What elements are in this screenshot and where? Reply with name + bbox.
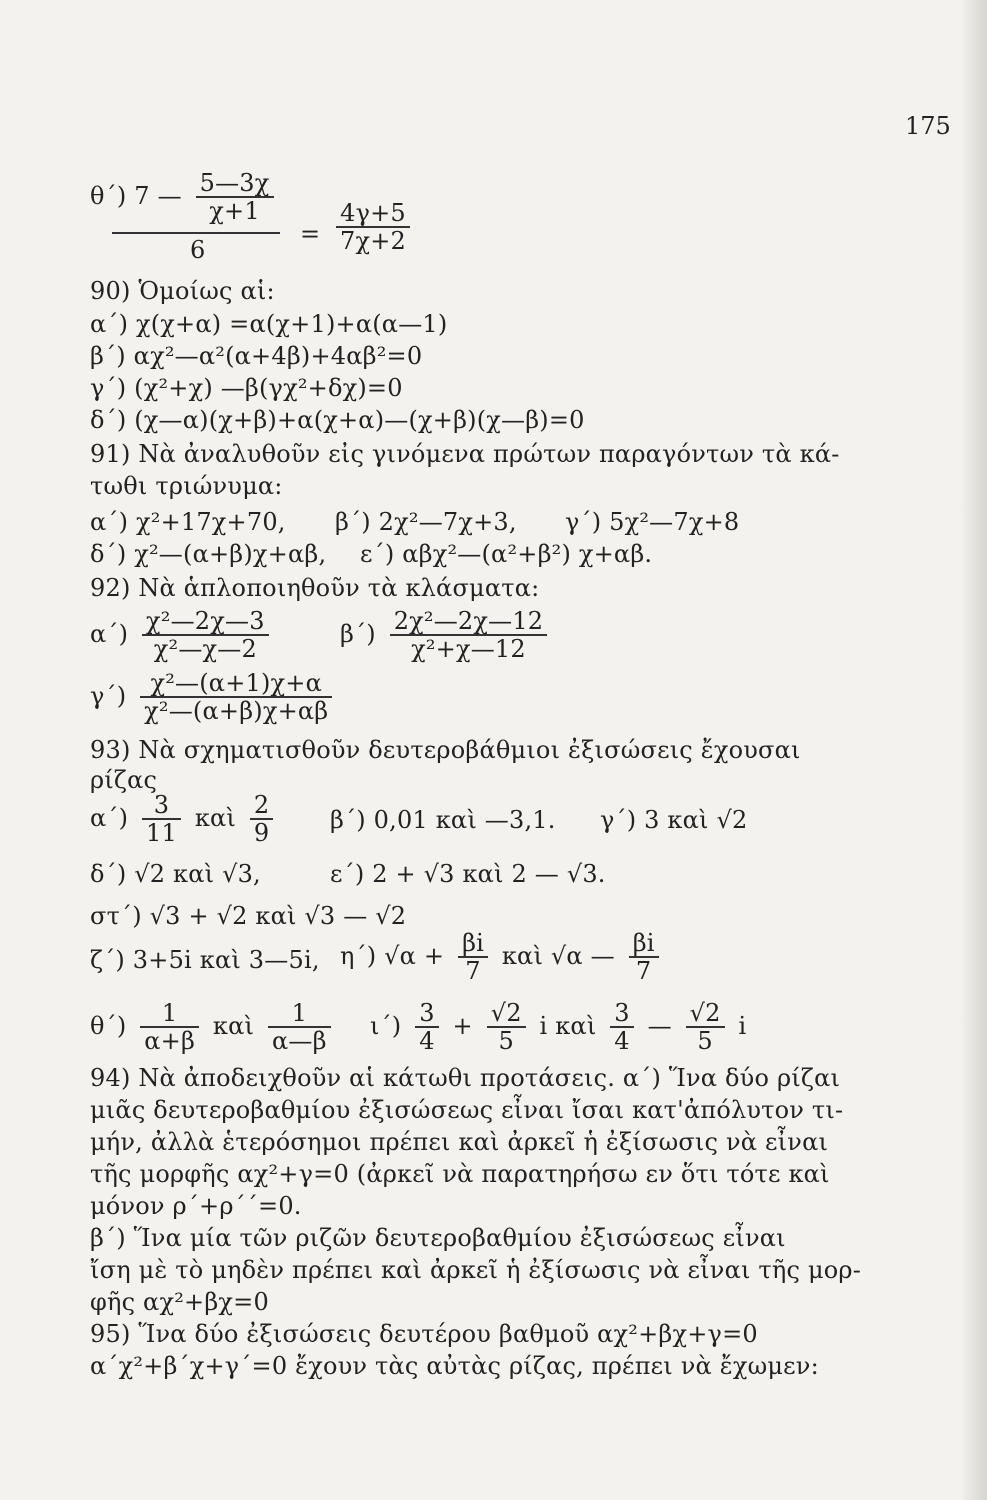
- p93-row-a: [90, 792, 279, 847]
- theta-equals: =: [300, 220, 321, 248]
- page-edge-shadow: [959, 0, 987, 1500]
- p91-title-cont: τωθι τριώνυμα:: [90, 472, 283, 500]
- theta-left-num: 7 —: [134, 181, 182, 210]
- p93-h-frac1: [458, 930, 488, 985]
- p91-row2-e: ε΄) αβχ²—(α²+β²) χ+αβ.: [360, 540, 653, 568]
- p93-i-label: ι΄): [370, 1011, 402, 1040]
- p93-h-num2: βi: [629, 930, 659, 958]
- p93-h-num1: βi: [458, 930, 488, 958]
- p93-h-mid: καὶ √α —: [501, 941, 615, 970]
- p92-b-label: β΄): [340, 619, 376, 648]
- p93-h-label: η΄) √α +: [340, 941, 445, 970]
- p93-th-frac2: [268, 1000, 331, 1055]
- p93-row-e: ε΄) 2 + √3 καὶ 2 — √3.: [330, 860, 606, 888]
- p90-title: 90) Ὁμοίως αἱ:: [90, 277, 275, 305]
- p93-i-end: i: [738, 1011, 747, 1040]
- p92-title: 92) Νὰ ἁπλοποιηθοῦν τὰ κλάσματα:: [90, 574, 540, 602]
- p93-i-f2-den: 5: [498, 1027, 514, 1056]
- p93-row-h: [340, 930, 665, 985]
- p91-row1-b: β΄) 2χ²—7χ+3,: [335, 508, 517, 536]
- p93-th-label: θ΄): [90, 1011, 127, 1040]
- p93-row-d: δ΄) √2 καὶ √3,: [90, 860, 261, 888]
- p93-a-f2-num: 2: [250, 792, 273, 820]
- p93-row-i: [370, 1000, 746, 1055]
- p93-i-frac1: [415, 1000, 438, 1055]
- p92-a-label: α΄): [90, 619, 129, 648]
- p92-a-num: χ²—2χ—3: [142, 608, 269, 636]
- p93-i-plus: +: [452, 1011, 473, 1040]
- theta-inner-num: 5—3χ: [196, 170, 274, 198]
- p93-th-f2-num: 1: [268, 1000, 331, 1028]
- p92-c-den: χ²—(α+β)χ+αβ: [144, 697, 329, 726]
- p93-i-f3-num: 3: [610, 1000, 633, 1028]
- theta-right-frac: [336, 200, 410, 255]
- p93-i-f1-den: 4: [419, 1027, 435, 1056]
- theta-right-num: 4γ+5: [336, 200, 410, 228]
- theta-right-den: 7χ+2: [340, 227, 406, 256]
- p93-i-minus: —: [647, 1011, 672, 1040]
- p92-c-num: χ²—(α+1)χ+α: [140, 670, 332, 698]
- p93-row-th: [90, 1000, 337, 1055]
- page-number: 175: [905, 112, 951, 140]
- p93-a-f1-den: 11: [146, 819, 177, 848]
- p92-a-den: χ²—χ—2: [153, 635, 257, 664]
- p91-row2-d: δ΄) χ²—(α+β)χ+αβ,: [90, 540, 327, 568]
- p95-line-2: α΄χ²+β΄χ+γ΄=0 ἔχουν τὰς αὐτὰς ρίζας, πρέπει νὰ ἔχωμεν:: [90, 1352, 819, 1380]
- p93-row-b: β΄) 0,01 καὶ —3,1.: [330, 806, 556, 834]
- p93-a-frac1: [142, 792, 181, 847]
- p93-a-frac2: [250, 792, 273, 847]
- p94-line-7: ἴση μὲ τὸ μηδὲν πρέπει καὶ ἀρκεῖ ἡ ἐξίσωσις νὰ εἶναι τῆς μορ-: [90, 1256, 862, 1284]
- p93-a-label: α΄): [90, 803, 129, 832]
- theta-line-top: [90, 170, 280, 225]
- p92-b-num: 2χ²—2χ—12: [390, 608, 548, 636]
- p94-line-1: 94) Νὰ ἀποδειχθοῦν αἱ κάτωθι προτάσεις. α΄) Ἵνα δύο ρίζαι: [90, 1064, 841, 1092]
- p94-line-6: β΄) Ἵνα μία τῶν ριζῶν δευτεροβαθμίου ἐξισώσεως εἶναι: [90, 1224, 786, 1252]
- p92-a-fraction: [142, 608, 269, 663]
- p93-h-den1: 7: [465, 957, 481, 986]
- p92-c-fraction: [140, 670, 332, 725]
- p93-i-f2-num: √2: [487, 1000, 526, 1028]
- p92-row-c: [90, 670, 338, 725]
- p93-a-kai: καὶ: [194, 803, 237, 832]
- p92-b-fraction: [390, 608, 548, 663]
- p93-title: 93) Νὰ σχηματισθοῦν δευτεροβάθμιοι ἐξισώσεις ἔχουσαι: [90, 736, 801, 764]
- p91-row1-a: α΄) χ²+17χ+70,: [90, 508, 286, 536]
- p91-title: 91) Νὰ ἀναλυθοῦν εἰς γινόμενα πρώτων παραγόντων τὰ κά-: [90, 440, 840, 468]
- p93-a-f2-den: 9: [253, 819, 270, 848]
- p92-row-b: [340, 608, 553, 663]
- p93-a-f1-num: 3: [142, 792, 181, 820]
- theta-label: θ΄): [90, 181, 127, 210]
- p90-item-b: β΄) αχ²—α²(α+4β)+4αβ²=0: [90, 342, 423, 370]
- p94-line-3: μήν, ἀλλὰ ἑτερόσημοι πρέπει καὶ ἀρκεῖ ἡ ἐξίσωσις νὰ εἶναι: [90, 1128, 829, 1156]
- p93-h-den2: 7: [635, 957, 652, 986]
- theta-den: 6: [190, 236, 206, 264]
- theta-main-bar: [112, 232, 280, 234]
- p93-th-f1-den: α+β: [144, 1027, 196, 1056]
- theta-right-fraction: [330, 200, 416, 255]
- p93-i-f1-num: 3: [415, 1000, 438, 1028]
- p93-i-f3-den: 4: [614, 1027, 630, 1056]
- p91-row1-c: γ΄) 5χ²—7χ+8: [565, 508, 740, 536]
- p90-item-a: α΄) χ(χ+α) =α(χ+1)+α(α—1): [90, 310, 448, 338]
- p93-h-frac2: [629, 930, 659, 985]
- p93-row-z: ζ΄) 3+5i καὶ 3—5i,: [90, 946, 320, 974]
- theta-inner-den: χ+1: [209, 197, 260, 226]
- p93-row-st: στ΄) √3 + √2 καὶ √3 — √2: [90, 902, 407, 930]
- p92-c-label: γ΄): [90, 681, 127, 710]
- p90-item-c: γ΄) (χ²+χ) —β(γχ²+δχ)=0: [90, 374, 403, 402]
- p94-line-5: μόνον ρ΄+ρ΄΄=0.: [90, 1192, 302, 1220]
- p93-th-f2-den: α—β: [271, 1027, 327, 1056]
- p93-i-frac4: [686, 1000, 725, 1055]
- p93-i-frac2: [487, 1000, 526, 1055]
- p93-i-f4-den: 5: [697, 1027, 713, 1056]
- p90-item-d: δ΄) (χ—α)(χ+β)+α(χ+α)—(χ+β)(χ—β)=0: [90, 406, 585, 434]
- p93-title-cont: ρίζας: [90, 766, 158, 794]
- p95-line-1: 95) Ἵνα δύο ἐξισώσεις δευτέρου βαθμοῦ αχ²+βχ+γ=0: [90, 1320, 758, 1348]
- p93-th-frac1: [140, 1000, 199, 1055]
- p93-i-frac3: [610, 1000, 633, 1055]
- theta-inner-fraction: [196, 170, 274, 225]
- p94-line-4: τῆς μορφῆς αχ²+γ=0 (ἀρκεῖ νὰ παρατηρήσω εν ὅτι τότε καὶ: [90, 1160, 830, 1188]
- p93-i-suffix: i καὶ: [539, 1011, 597, 1040]
- p92-row-ab: [90, 608, 275, 663]
- p93-th-kai: καὶ: [212, 1011, 255, 1040]
- p93-row-c: γ΄) 3 καὶ √2: [600, 806, 748, 834]
- p92-b-den: χ²+χ—12: [411, 635, 526, 664]
- p93-th-f1-num: 1: [140, 1000, 199, 1028]
- p94-line-2: μιᾶς δευτεροβαθμίου ἐξισώσεως εἶναι ἴσαι κατ'ἀπόλυτον τι-: [90, 1096, 844, 1124]
- p93-i-f4-num: √2: [686, 1000, 725, 1028]
- p94-line-8: φῆς αχ²+βχ=0: [90, 1288, 269, 1316]
